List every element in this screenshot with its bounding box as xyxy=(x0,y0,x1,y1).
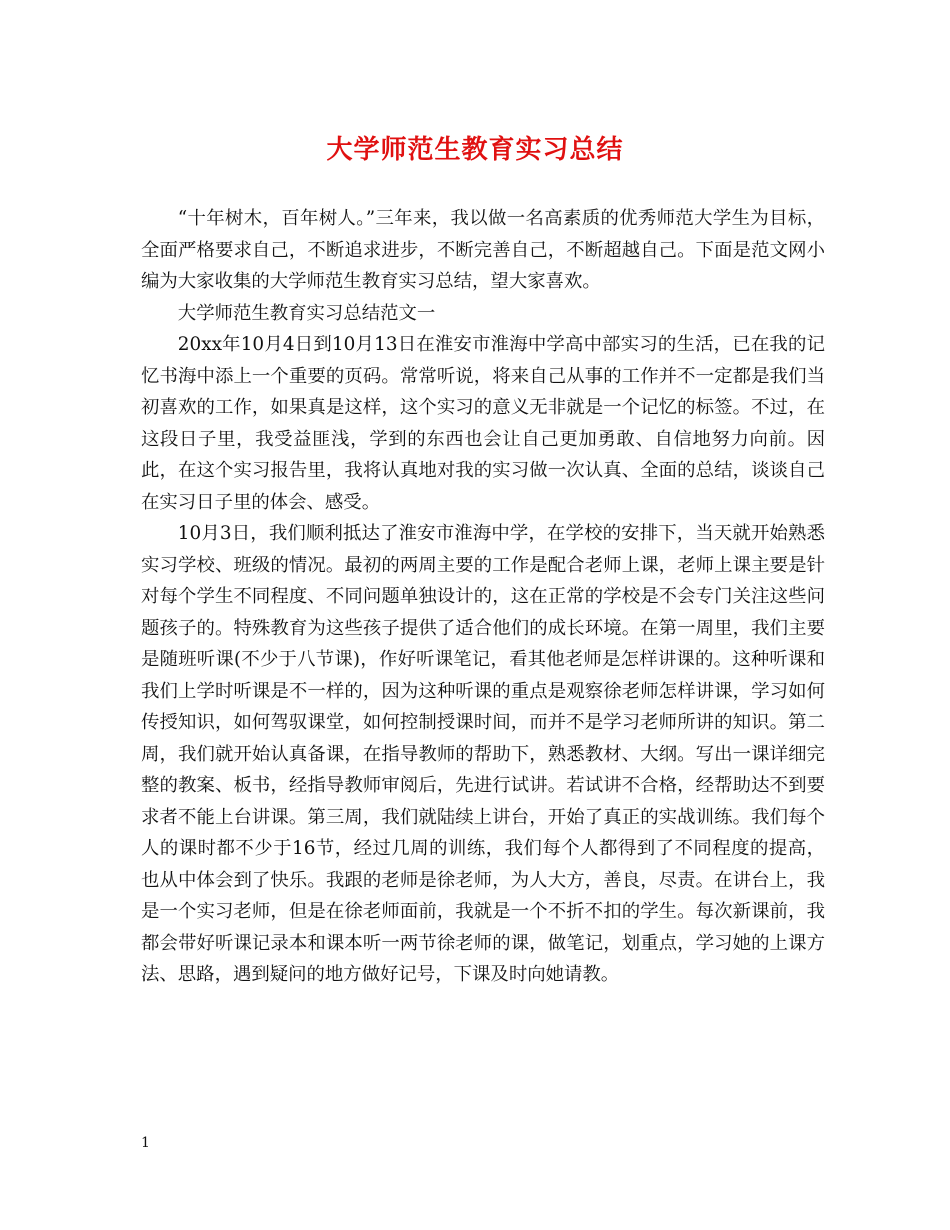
intro-paragraph: “十年树木，百年树人。”三年来，我以做一名高素质的优秀师范大学生为目标，全面严格要求自己，不断追求进步，不断完善自己，不断超越自己。下面是范文网小编为大家收集的大学师范生教育实习总结，望大家喜欢。 xyxy=(141,208,825,292)
document-body xyxy=(141,203,825,991)
body-paragraph: 20xx年10月4日到10月13日在淮安市淮海中学高中部实习的生活，已在我的记忆书海中添上一个重要的页码。常常听说，将来自己从事的工作并不一定都是我们当初喜欢的工作，如果真是这样，这个实习的意义无非就是一个记忆的标签。不过，在这段日子里，我受益匪浅，学到的东西也会让自己更加勇敢、自信地努力向前。因此，在这个实习报告里，我将认真地对我的实习做一次认真、全面的总结，谈谈自己在实习日子里的体会、感受。 xyxy=(141,334,825,513)
section-heading: 大学师范生教育实习总结范文一 xyxy=(177,302,436,324)
document-title: 大学师范生教育实习总结 xyxy=(326,135,624,165)
body-paragraph: 10月3日，我们顺利抵达了淮安市淮海中学，在学校的安排下，当天就开始熟悉实习学校、班级的情况。最初的两周主要的工作是配合老师上课，老师上课主要是针对每个学生不同程度、不同问题单独设计的，这在正常的学校是不会专门关注这些问题孩子的。特殊教育为这些孩子提供了适合他们的成长环境。在第一周里，我们主要是随班听课(不少于八节课)，作好听课笔记，看其他老师是怎样讲课的。这种听课和我们上学时听课是不一样的，因为这种听课的重点是观察徐老师怎样讲课，学习如何传授知识，如何驾驭课堂，如何控制授课时间，而并不是学习老师所讲的知识。第二周，我们就开始认真备课，在指导教师的帮助下，熟悉教材、大纲。写出一课详细完整的教案、板书，经指导教师审阅后，先进行试讲。若试讲不合格，经帮助达不到要求者不能上台讲课。第三周，我们就陆续上讲台，开始了真正的实战训练。我们每个人的课时都不少于16节，经过几周的训练，我们每个人都得到了不同程度的提高，也从中体会到了快乐。我跟的老师是徐老师，为人大方，善良，尽责。在讲台上，我是一个实习老师，但是在徐老师面前，我就是一个不折不扣的学生。每次新课前，我都会带好听课记录本和课本听一两节徐老师的课，做笔记，划重点，学习她的上课方法、思路，遇到疑问的地方做好记号，下课及时向她请教。 xyxy=(141,523,825,985)
page-number: 1 xyxy=(141,1135,150,1151)
